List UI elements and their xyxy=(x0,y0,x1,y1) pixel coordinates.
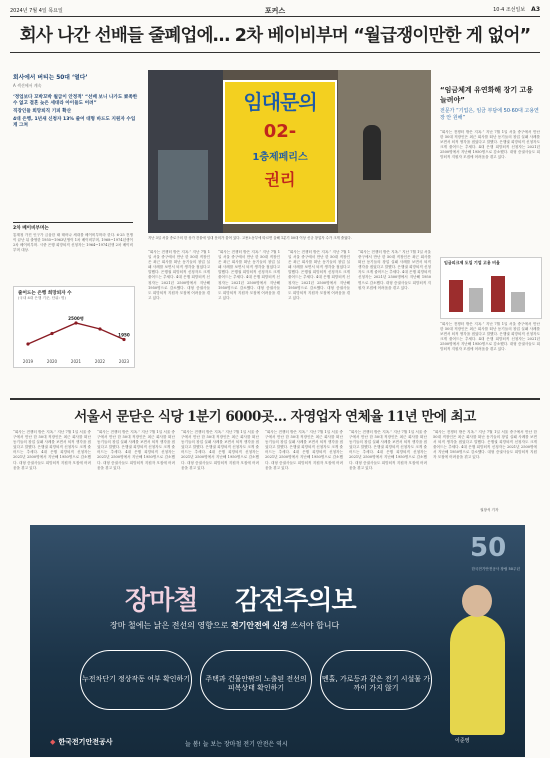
data-point xyxy=(122,338,125,341)
quote-body: “회사는 전쟁터 밖은 지옥.” 지난 7월 1일 서울 중구에서 만난 한 50대 직장인은 최근 회사를 떠난 동기들의 창업 실패 사례를 보면서 퇴직 생각을 접었다고 말했다. 은행권 희망퇴직 신청자도 크게 줄어드는 추세다. 4대 은행 희망퇴직 신청자는 2021년 2500명에서 지난해 1950명으로 감소했다. 대형 증권사들도 희망퇴직 지원자 모집에 어려움을 겪고 있다. xyxy=(440,130,540,160)
second-headline: 서울서 문닫은 식당 1분기 6000곳… 자영업자 연체율 11년 만에 최고 xyxy=(74,409,476,425)
masthead xyxy=(10,6,540,17)
sidebar-byline: A 섹션에서 계속 xyxy=(13,83,42,88)
company-icon: ◆ xyxy=(50,738,56,746)
sidebar-point: 직장인들 희망퇴직 기피 확산 xyxy=(13,109,72,114)
line-chart xyxy=(14,305,134,367)
quote-text: “임금체계 유연화해 장기 고용 늘려야” xyxy=(440,86,534,104)
ad-subtitle: 장마 철에는 낡은 전선의 영향으로 전기안전에 신경 쓰셔야 합니다 xyxy=(110,621,340,630)
byline: 권창석 기자 xyxy=(480,508,499,512)
data-label: 1950 xyxy=(118,332,130,338)
tip-button: 누전차단기 정상작동 여부 확인하기 xyxy=(80,650,192,710)
chart-subtitle: (국내 4대 은행 기준, 단위: 명) xyxy=(18,296,66,300)
rent-sign: 임대문의 02- 1층제페리스 권리 xyxy=(223,80,337,224)
story2-column: “회사는 전쟁터 밖은 지옥.” 지난 7월 1일 서울 중구에서 만난 한 50대 직장인은 최근 회사를 떠난 동기들의 창업 실패 사례를 보면서 퇴직 생각을 접었다고 말했다. 은행권 희망퇴직 신청자도 크게 줄어드는 추세다. 4대 은행 희망퇴직 신청자는 2021년 2500명에서 지난해 1950명으로 감소했다. 대형 증권사들도 희망퇴직 지원자 모집에 어려움을 겪고 있다. xyxy=(433,430,537,460)
chart-title: 줄어드는 은행 희망퇴자 수 xyxy=(18,291,72,296)
sidebar-point: 4대 은행, 1년새 신청자 13% 줄어 대형 바드도 지원자 수입게 그쳐 xyxy=(13,117,136,128)
tick-label: 2019 xyxy=(22,359,34,364)
main-headline: 회사 나간 선배들 줄폐업에… 2차 베이비부머 “월급쟁이만한 게 없어” xyxy=(19,26,531,46)
sidebar-point: ‘정업보다 꼬박꼬박 월급이 안정적’ “선배 보니 나가도 뾰족한 수 없고 결혼 늦은 세대라 아이들도 어려” xyxy=(13,95,138,106)
body-column: “회사는 전쟁터 밖은 지옥.” 지난 7월 1일 서울 중구에서 만난 한 50대 직장인은 최근 회사를 떠난 동기들의 창업 실패 사례를 보면서 퇴직 생각을 접었다고 말했다. 은행권 희망퇴직 신청자도 크게 줄어드는 추세다. 4대 은행 희망퇴직 신청자는 2021년 2500명에서 지난해 1950명으로 감소했다. 대형 증권사들도 희망퇴직 지원자 모집에 어려움을 겪고 있다. xyxy=(218,250,280,300)
tick-label: 2022 xyxy=(94,359,106,364)
quote-body: “회사는 전쟁터 밖은 지옥.” 지난 7월 1일 서울 중구에서 만난 한 50대 직장인은 최근 회사를 떠난 동기들의 창업 실패 사례를 보면서 퇴직 생각을 접었다고 말했다. 은행권 희망퇴직 신청자도 크게 줄어드는 추세다. 4대 은행 희망퇴직 신청자는 2021년 2500명에서 지난해 1950명으로 감소했다. 대형 증권사들도 희망퇴직 지원자 모집에 어려움을 겪고 있다. xyxy=(440,322,540,352)
company-logo: ◆ 한국전기안전공사 xyxy=(50,738,113,746)
storefront-photo xyxy=(148,70,431,233)
masthead-section: 포커스 xyxy=(264,7,286,15)
masthead-date: 2024년 7월 4일 목요일 xyxy=(10,8,63,14)
data-point xyxy=(74,321,77,324)
retirement-chart xyxy=(13,286,135,368)
anniversary-logo: 50 xyxy=(470,533,507,563)
model-name: 이준영 xyxy=(455,738,470,744)
data-point xyxy=(50,332,53,335)
data-point xyxy=(26,342,29,345)
wage-chart: 임금피크제 도입 기업 고용 비율 xyxy=(440,257,542,319)
anniversary-text: 한국전기안전공사 창립 50주년 xyxy=(471,567,520,571)
story2-column: “회사는 전쟁터 밖은 지옥.” 지난 7월 1일 서울 중구에서 만난 한 50대 직장인은 최근 회사를 떠난 동기들의 창업 실패 사례를 보면서 퇴직 생각을 접었다고 말했다. 은행권 희망퇴직 신청자도 크게 줄어드는 추세다. 4대 은행 희망퇴직 신청자는 2021년 2500명에서 지난해 1950명으로 감소했다. 대형 증권사들도 희망퇴직 지원자 모집에 어려움을 겪고 있다. xyxy=(13,430,91,470)
safety-ad xyxy=(30,525,525,757)
quote-source: 전문가 “기업은, 임금 부담에 50·60대 고용연장 안 원해” xyxy=(440,108,539,121)
model-head xyxy=(462,585,492,617)
story2-column: “회사는 전쟁터 밖은 지옥.” 지난 7월 1일 서울 중구에서 만난 한 50대 직장인은 최근 회사를 떠난 동기들의 창업 실패 사례를 보면서 퇴직 생각을 접었다고 말했다. 은행권 희망퇴직 신청자도 크게 줄어드는 추세다. 4대 은행 희망퇴직 신청자는 2021년 2500명에서 지난해 1950명으로 감소했다. 대형 증권사들도 희망퇴직 지원자 모집에 어려움을 겪고 있다. xyxy=(181,430,259,470)
tick-label: 2021 xyxy=(70,359,82,364)
tip-button: 멘홀, 가로등과 같은 전기 시설물 가까이 가지 않기 xyxy=(320,650,432,710)
tick-label: 2023 xyxy=(118,359,130,364)
quote-box xyxy=(440,85,540,122)
sidebar-info xyxy=(13,222,133,277)
series-line xyxy=(28,323,124,344)
sidebar-title: 회사에서 버티는 50대 ‘열다’ xyxy=(13,75,88,81)
body-column: “회사는 전쟁터 밖은 지옥.” 지난 7월 1일 서울 중구에서 만난 한 50대 직장인은 최근 회사를 떠난 동기들의 창업 실패 사례를 보면서 퇴직 생각을 접었다고 말했다. 은행권 희망퇴직 신청자도 크게 줄어드는 추세다. 4대 은행 희망퇴직 신청자는 2021년 2500명에서 지난해 1950명으로 감소했다. 대형 증권사들도 희망퇴직 지원자 모집에 어려움을 겪고 있다. xyxy=(358,250,431,290)
data-label: 2500명 xyxy=(68,316,84,321)
body-column: “회사는 전쟁터 밖은 지옥.” 지난 7월 1일 서울 중구에서 만난 한 50대 직장인은 최근 회사를 떠난 동기들의 창업 실패 사례를 보면서 퇴직 생각을 접었다고 말했다. 은행권 희망퇴직 신청자도 크게 줄어드는 추세다. 4대 은행 희망퇴직 신청자는 2021년 2500명에서 지난해 1950명으로 감소했다. 대형 증권사들도 희망퇴직 지원자 모집에 어려움을 겪고 있다. xyxy=(148,250,210,300)
divider xyxy=(10,398,540,400)
tip-button: 주택과 건물안팎의 노출된 전선의 피복상태 확인하기 xyxy=(200,650,312,710)
ad-title-1: 장마철 xyxy=(125,586,198,616)
body-column: “회사는 전쟁터 밖은 지옥.” 지난 7월 1일 서울 중구에서 만난 한 50대 직장인은 최근 회사를 떠난 동기들의 창업 실패 사례를 보면서 퇴직 생각을 접었다고 말했다. 은행권 희망퇴직 신청자도 크게 줄어드는 추세다. 4대 은행 희망퇴직 신청자는 2021년 2500명에서 지난해 1950명으로 감소했다. 대형 증권사들도 희망퇴직 지원자 모집에 어려움을 겪고 있다. xyxy=(288,250,350,300)
divider xyxy=(10,52,540,53)
ad-slogan: 늘 봄! 늘 보는 장마철 전기 안전은 역시 xyxy=(185,741,288,748)
info-text: 통계청 가진 인구가 금융한 때 태어나 세대를 베이비부머라 한다. 6·25 전쟁이 끝난 뒤 출생한 1955~1963년생이 1차 베이비부머, 1968~1974년생이 2차 베이비부머. 시중 은행 희망퇴직 신청자는 1964~1974년생 2차 베이비부머 대상. xyxy=(13,233,133,253)
story2-column: “회사는 전쟁터 밖은 지옥.” 지난 7월 1일 서울 중구에서 만난 한 50대 직장인은 최근 회사를 떠난 동기들의 창업 실패 사례를 보면서 퇴직 생각을 접었다고 말했다. 은행권 희망퇴직 신청자도 크게 줄어드는 추세다. 4대 은행 희망퇴직 신청자는 2021년 2500명에서 지난해 1950명으로 감소했다. 대형 증권사들도 희망퇴직 지원자 모집에 어려움을 겪고 있다. xyxy=(97,430,175,470)
model-figure xyxy=(450,615,505,735)
tick-label: 2020 xyxy=(46,359,58,364)
ad-title-2: 감전주의보 xyxy=(235,586,356,616)
masthead-page: 10·4 조선일보 A3 xyxy=(493,6,540,13)
story2-column: “회사는 전쟁터 밖은 지옥.” 지난 7월 1일 서울 중구에서 만난 한 50대 직장인은 최근 회사를 떠난 동기들의 창업 실패 사례를 보면서 퇴직 생각을 접었다고 말했다. 은행권 희망퇴직 신청자도 크게 줄어드는 추세다. 4대 은행 희망퇴직 신청자는 2021년 2500명에서 지난해 1950명으로 감소했다. 대형 증권사들도 희망퇴직 지원자 모집에 어려움을 겪고 있다. xyxy=(265,430,343,470)
photo-caption: 지난 3일 서울 종로구의 한 상가 건물에 임대 문의가 붙어 있다. 고용노동부에 따르면 올해 1분기 50대 이상 신규 창업자 수가 크게 줄었다. xyxy=(148,236,352,240)
data-point xyxy=(98,327,101,330)
sidebar xyxy=(13,72,138,131)
info-title: 2차 베이비부머는 xyxy=(13,222,133,231)
story2-column: “회사는 전쟁터 밖은 지옥.” 지난 7월 1일 서울 중구에서 만난 한 50대 직장인은 최근 회사를 떠난 동기들의 창업 실패 사례를 보면서 퇴직 생각을 접었다고 말했다. 은행권 희망퇴직 신청자도 크게 줄어드는 추세다. 4대 은행 희망퇴직 신청자는 2021년 2500명에서 지난해 1950명으로 감소했다. 대형 증권사들도 희망퇴직 지원자 모집에 어려움을 겪고 있다. xyxy=(349,430,427,470)
